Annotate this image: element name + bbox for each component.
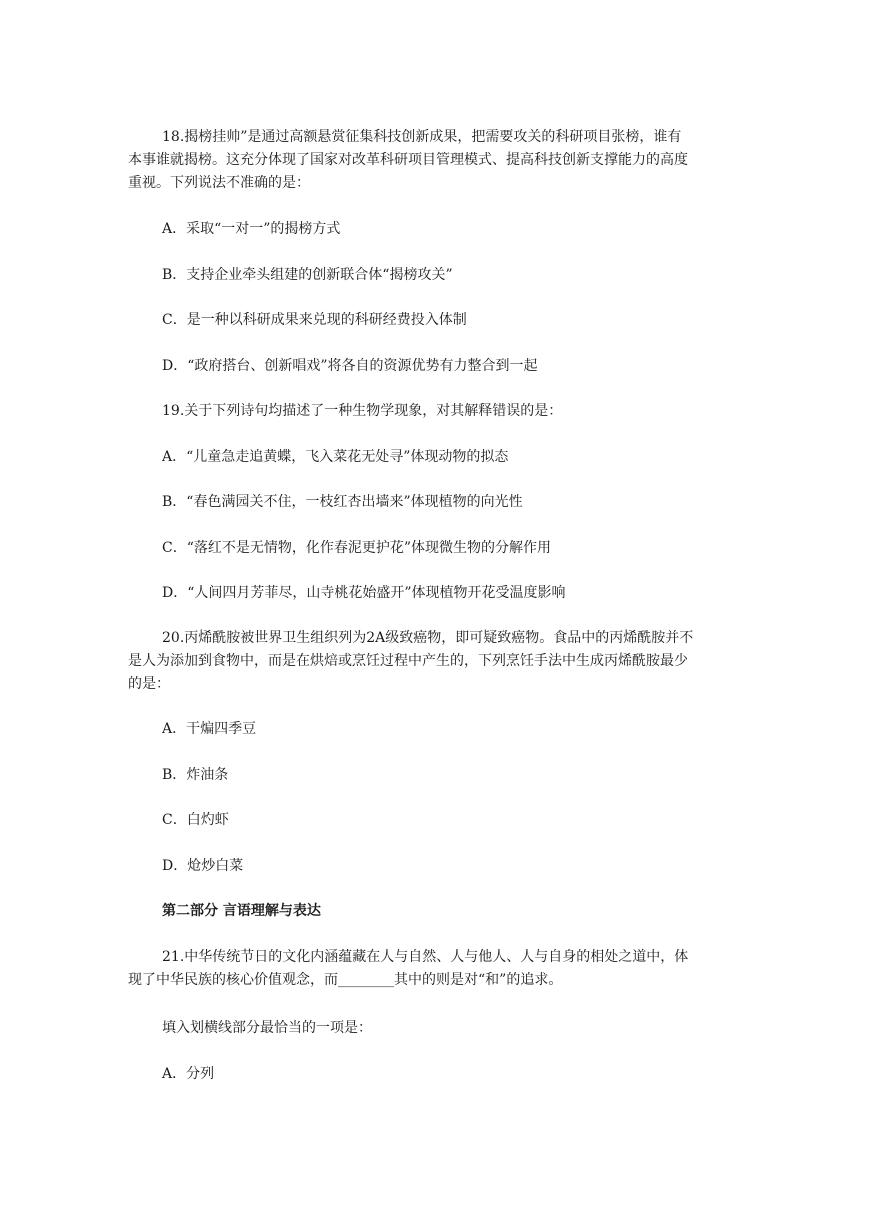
question-20-line-1: 20.丙烯酰胺被世界卫生组织列为2A级致癌物，即可疑致癌物。食品中的丙烯酰胺并不 <box>162 630 694 646</box>
question-19-option-b: B．“春色满园关不住，一枝红杏出墙来”体现植物的向光性 <box>162 494 523 510</box>
question-20-option-c: C．白灼虾 <box>162 812 229 828</box>
question-21-line-1: 21.中华传统节日的文化内涵蕴藏在人与自然、人与他人、人与自身的相处之道中，体 <box>162 949 689 965</box>
question-18-line-2: 本事谁就揭榜。这充分体现了国家对改革科研项目管理模式、提高科技创新支撑能力的高度 <box>128 152 688 168</box>
section-heading: 第二部分 言语理解与表达 <box>162 903 321 919</box>
question-18-option-a: A．采取“一对一”的揭榜方式 <box>162 221 341 237</box>
question-20-stem <box>128 627 739 696</box>
question-18-stem <box>128 126 739 195</box>
question-19-option-c: C．“落红不是无情物，化作春泥更护花”体现微生物的分解作用 <box>162 540 552 556</box>
question-19-option-a: A．“儿童急走追黄蝶，飞入菜花无处寻”体现动物的拟态 <box>162 449 509 465</box>
question-20-line-2: 是人为添加到食物中，而是在烘焙或烹饪过程中产生的，下列烹饪手法中生成丙烯酰胺最少 <box>128 653 688 669</box>
question-20-line-3: 的是： <box>128 676 170 692</box>
question-18-line-1: 18.揭榜挂帅”是通过高额悬赏征集科技创新成果，把需要攻关的科研项目张榜，谁有 <box>162 129 682 145</box>
question-19-stem: 19.关于下列诗句均描述了一种生物学现象，对其解释错误的是： <box>162 403 563 419</box>
question-21-line-2: 现了中华民族的核心价值观念，而________其中的则是对“和”的追求。 <box>128 972 563 988</box>
question-21-option-a: A．分列 <box>162 1066 215 1082</box>
question-20-option-a: A．干煸四季豆 <box>162 721 257 737</box>
question-21-instruction: 填入划横线部分最恰当的一项是： <box>162 1020 372 1036</box>
question-18-option-d: D．“政府搭台、创新唱戏”将各自的资源优势有力整合到一起 <box>162 358 538 374</box>
question-18-option-b: B．支持企业牵头组建的创新联合体“揭榜攻关” <box>162 267 453 283</box>
question-18-option-c: C．是一种以科研成果来兑现的科研经费投入体制 <box>162 312 467 328</box>
question-21-stem <box>128 946 739 992</box>
question-18-line-3: 重视。下列说法不准确的是： <box>128 175 310 191</box>
question-19-option-d: D．“人间四月芳菲尽，山寺桃花始盛开”体现植物开花受温度影响 <box>162 585 566 601</box>
question-20-option-d: D．炝炒白菜 <box>162 858 244 874</box>
question-20-option-b: B．炸油条 <box>162 767 229 783</box>
